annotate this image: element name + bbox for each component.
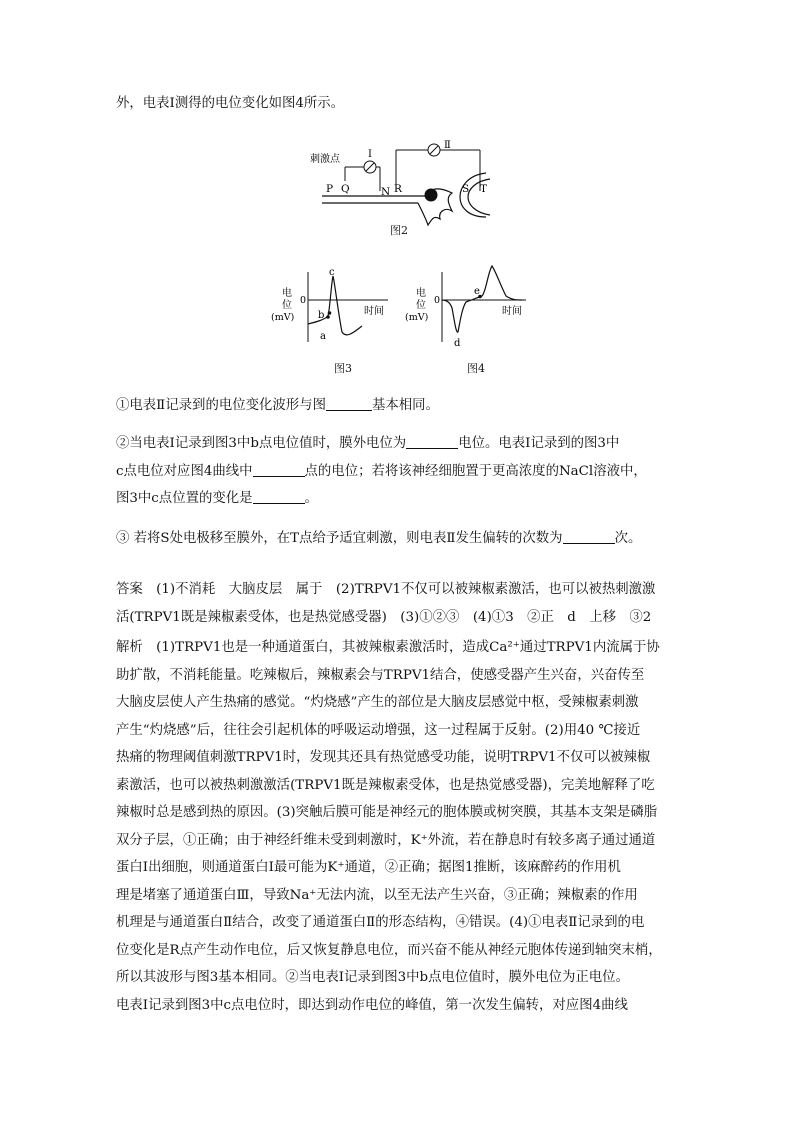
y-axis-label-unit: (mV) bbox=[405, 312, 429, 323]
answer-blank bbox=[406, 434, 458, 449]
question-1: ①电表Ⅱ记录到的电位变化波形与图 基本相同。 bbox=[116, 398, 439, 413]
answer-blank bbox=[563, 529, 615, 544]
point-r: R bbox=[394, 183, 402, 195]
question-3: ③ 若将S处电极移至膜外，在T点给予适宜刺激，则电表Ⅱ发生偏转的次数为 次。 bbox=[116, 531, 642, 546]
y-axis-label-1: 电 bbox=[416, 288, 426, 299]
answer-block: 答案 (1)不消耗 大脑皮层 属于 (2)TRPV1不仅可以被辣椒素激活，也可以被热刺激激 活(TRPV1既是辣椒素受体，也是热觉感受器) (3)①②③ (4)①3 ②正 d 上移 ③2 bbox=[116, 582, 656, 625]
neuron-diagram bbox=[300, 135, 500, 235]
point-n: N bbox=[381, 186, 391, 198]
x-axis-label: 时间 bbox=[502, 306, 522, 317]
figure-4-caption: 图4 bbox=[467, 362, 485, 375]
figure-2-caption: 图2 bbox=[390, 224, 408, 237]
y-axis-label-1: 电 bbox=[282, 288, 292, 299]
point-t: T bbox=[480, 183, 488, 195]
figure-3-caption: 图3 bbox=[334, 362, 352, 375]
figure-3 bbox=[268, 262, 408, 352]
answer-blank bbox=[326, 396, 372, 411]
intro-text: 外，电表Ⅰ测得的电位变化如图4所示。 bbox=[116, 96, 345, 111]
y-axis-label-unit: (mV) bbox=[271, 312, 295, 323]
figure-4 bbox=[402, 262, 542, 352]
nucleus bbox=[425, 189, 438, 202]
answer-blank bbox=[253, 462, 305, 477]
point-p: P bbox=[326, 183, 334, 195]
point-b-label: b bbox=[318, 310, 325, 321]
y-axis-label-2: 位 bbox=[416, 300, 426, 311]
biphasic-curve bbox=[442, 266, 522, 332]
stim-point-label: 刺激点 bbox=[310, 154, 340, 165]
meter-2-label: Ⅱ bbox=[444, 140, 451, 151]
analysis-block: 解析 (1)TRPV1也是一种通道蛋白，其被辣椒素激活时，造成Ca²⁺通过TRPV1内流属于协 助扩散，不消耗能量。吃辣椒后，辣椒素会与TRPV1结合，使感受器产生兴奋，兴奋传至 大脑皮层使人产生热痛的感觉。“灼烧感”产生的部位是大脑皮层感觉中枢，受辣椒素刺激 产生“灼烧感”后，往往会引起机体的呼吸运动增强，这一过程属于反射。(2)用40 ℃接近 热痛的物理阈值刺激TRPV1时，发现其还具有热觉感受功能，说明TRPV1不仅可以被辣椒 素激活，也可以被热刺激激活(TRPV1既是辣椒素受体，也是热觉感受器)，完美地解释了吃 辣椒时总是感到热的原因。(3)突触后膜可能是神经元的胞体膜或树突膜，其基本支架是磷脂 双分子层，①正确；由于神经纤维未受到刺激时，K⁺外流，若在静息时有较多离子通过通道 蛋白Ⅰ出细胞，则通道蛋白Ⅰ最可能为K⁺通道，②正确；据图1推断，该麻醉药的作用机 理是堵塞了通道蛋白Ⅲ，导致Na⁺无法内流，以至无法产生兴奋，③正确；辣椒素的作用 机理是与通道蛋白Ⅱ结合，改变了通道蛋白Ⅱ的形态结构，④错误。(4)①电表Ⅱ记录到的电 位变化是R点产生动作电位，后又恢复静息电位，而兴奋不能从神经元胞体传递到轴突末梢， 所以其波形与图3基本相同。②当电表Ⅰ记录到图3中b点电位值时，膜外电位为正电位。 电表Ⅰ记录到图3中c点电位时，即达到动作电位的峰值，第一次发生偏转，对应图4曲线 bbox=[116, 640, 662, 1013]
meter-1-label: Ⅰ bbox=[368, 149, 372, 160]
point-q: Q bbox=[341, 183, 350, 195]
figure-2 bbox=[300, 135, 500, 235]
point-c-label: c bbox=[329, 267, 335, 278]
zero-tick: 0 bbox=[300, 295, 307, 306]
point-e-label: e bbox=[474, 286, 480, 297]
point-d-label: d bbox=[454, 338, 461, 349]
zero-tick: 0 bbox=[434, 295, 441, 306]
answer-blank bbox=[253, 489, 305, 504]
x-axis-label: 时间 bbox=[364, 306, 384, 317]
action-potential-curve bbox=[308, 276, 362, 335]
y-axis-label-2: 位 bbox=[282, 300, 292, 311]
point-a-label: a bbox=[320, 331, 326, 342]
question-2: ②当电表Ⅰ记录到图3中b点电位值时，膜外电位为 电位。电表Ⅰ记录到的图3中 c点电位对应图4曲线中 点的电位；若将该神经细胞置于更高浓度的NaCl溶液中， 图3中c点位置的变化是 。 bbox=[116, 436, 647, 506]
point-s: S bbox=[462, 183, 470, 195]
